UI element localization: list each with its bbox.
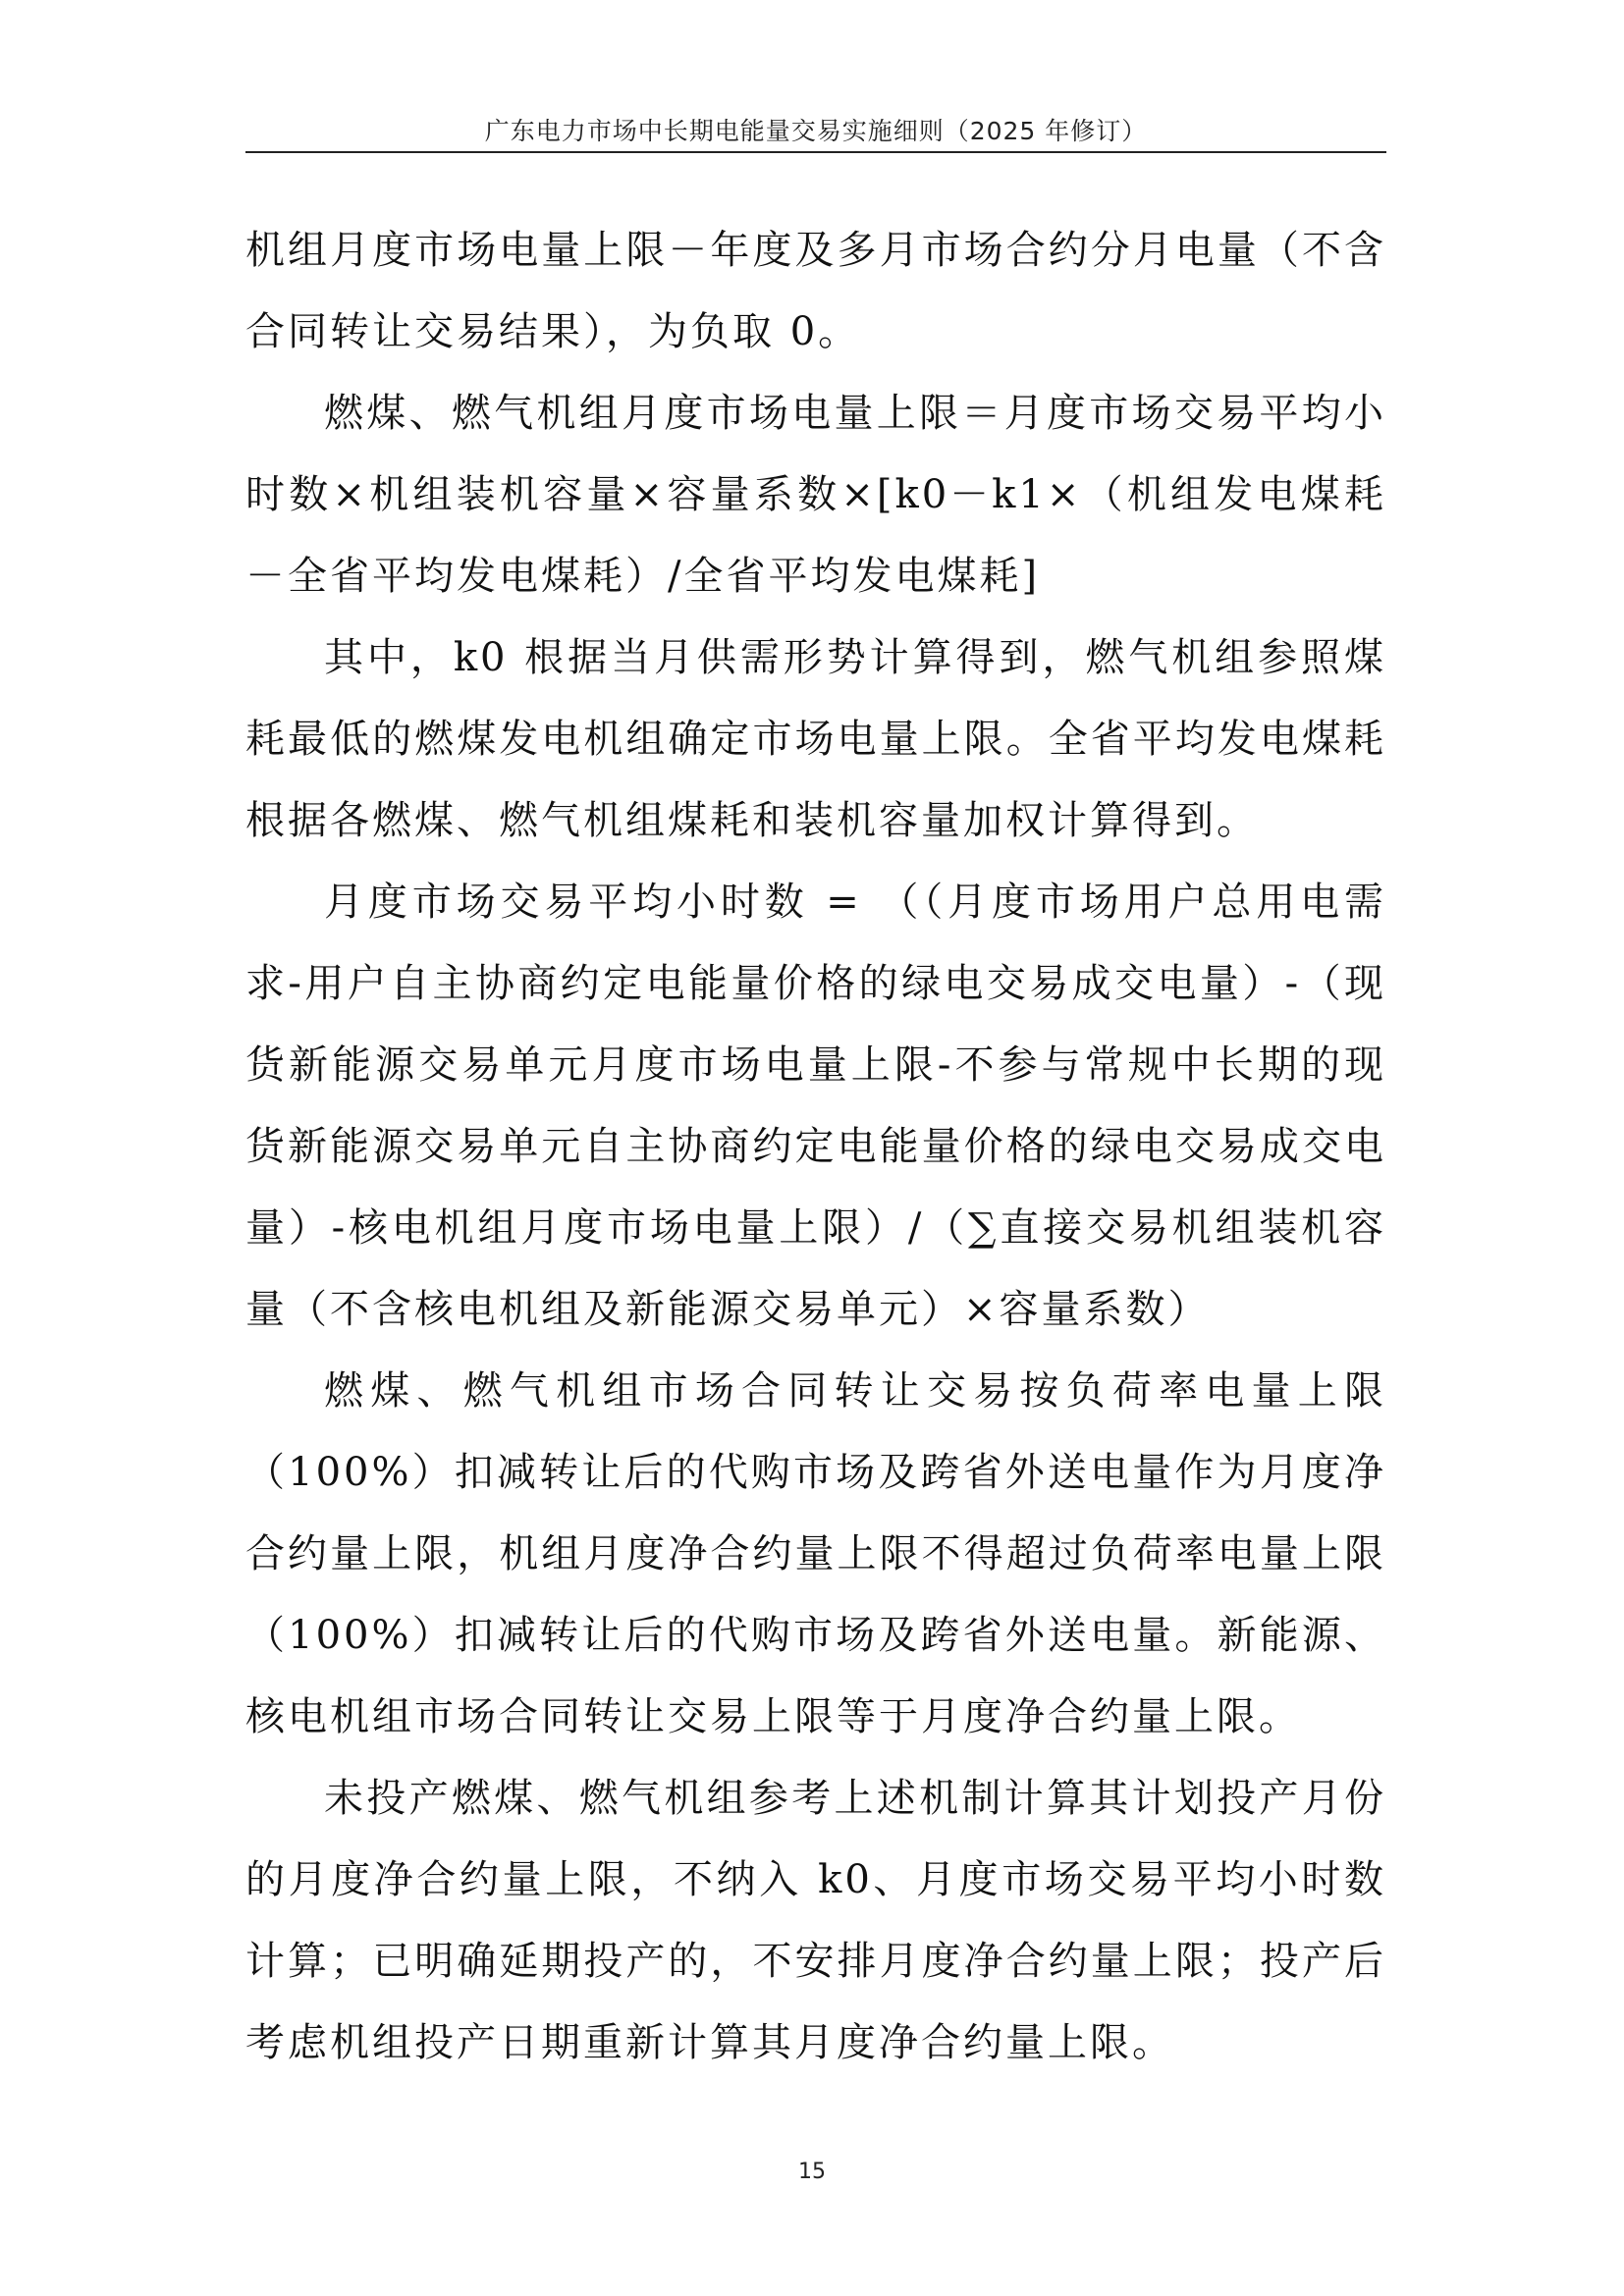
page-number: 15 xyxy=(798,2160,826,2184)
paragraph-k0-explanation: 其中，k0 根据当月供需形势计算得到，燃气机组参照煤耗最低的燃煤发电机组确定市场电量上限。全省平均发电煤耗根据各燃煤、燃气机组煤耗和装机容量加权计算得到。 xyxy=(245,635,1386,843)
document-body xyxy=(245,210,1386,2084)
paragraph-formula-coal-gas-limit: 燃煤、燃气机组月度市场电量上限＝月度市场交易平均小时数×机组装机容量×容量系数×[k0－k1×（机组发电煤耗－全省平均发电煤耗）/全省平均发电煤耗] xyxy=(245,391,1386,599)
paragraph-uncommissioned-units: 未投产燃煤、燃气机组参考上述机制计算其计划投产月份的月度净合约量上限，不纳入 k0、月度市场交易平均小时数计算；已明确延期投产的，不安排月度净合约量上限；投产后考虑机组投产日期重新计算其月度净合约量上限。 xyxy=(245,1776,1386,2065)
paragraph-average-hours-formula: 月度市场交易平均小时数 = （（月度市场用户总用电需求-用户自主协商约定电能量价格的绿电交易成交电量）-（现货新能源交易单元月度市场电量上限-不参与常规中长期的现货新能源交易单元自主协商约定电能量价格的绿电交易成交电量）-核电机组月度市场电量上限）/（∑直接交易机组装机容量（不含核电机组及新能源交易单元）×容量系数） xyxy=(245,880,1386,1332)
document-header: 广东电力市场中长期电能量交易实施细则（2025 年修订） xyxy=(484,117,1148,145)
header-divider xyxy=(245,151,1386,153)
paragraph-contract-transfer-limit: 燃煤、燃气机组市场合同转让交易按负荷率电量上限（100%）扣减转让后的代购市场及跨省外送电量作为月度净合约量上限，机组月度净合约量上限不得超过负荷率电量上限（100%）扣减转让后的代购市场及跨省外送电量。新能源、核电机组市场合同转让交易上限等于月度净合约量上限。 xyxy=(245,1368,1386,1739)
paragraph-continuation: 机组月度市场电量上限－年度及多月市场合约分月电量（不含合同转让交易结果），为负取 0。 xyxy=(245,228,1386,354)
